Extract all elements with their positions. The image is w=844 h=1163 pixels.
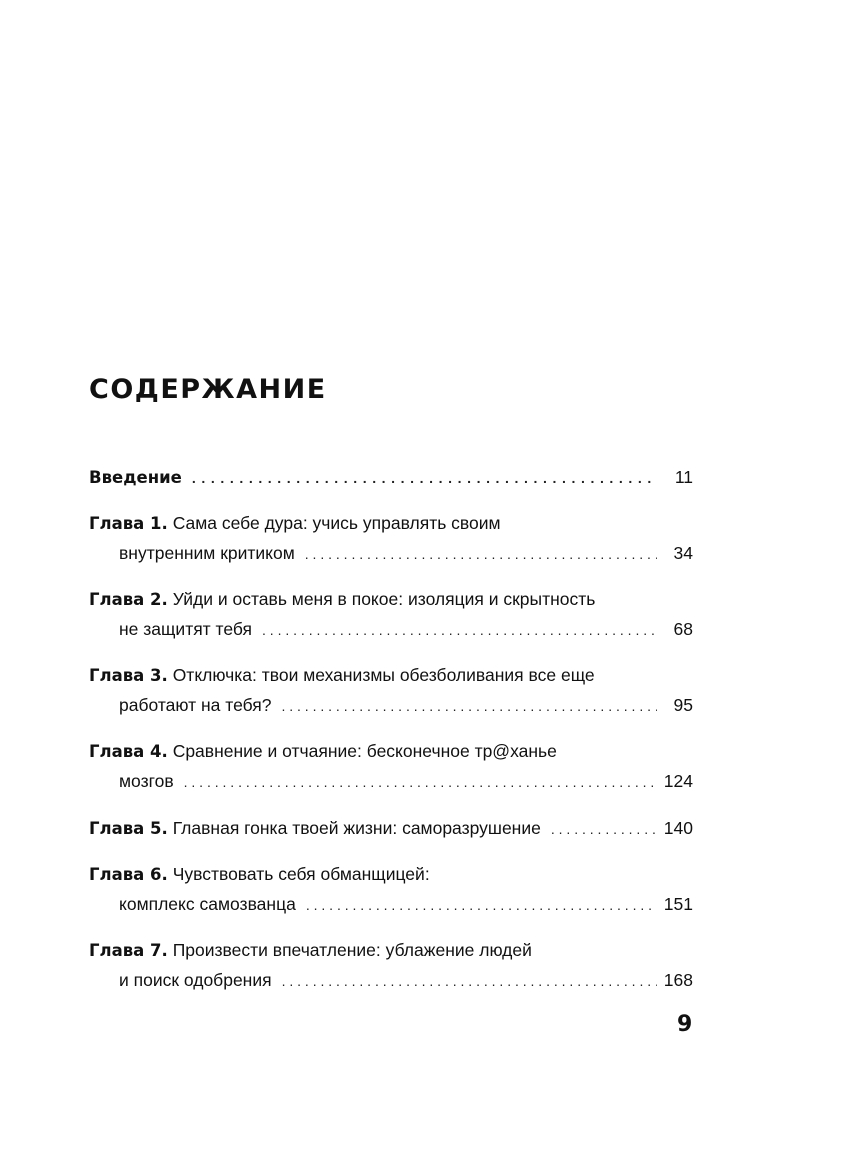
chapter-title-line1: Отключка: твои механизмы обезболивания все еще	[172, 665, 595, 685]
page-number: 151	[663, 894, 693, 914]
folio-page-number: 9	[677, 1012, 693, 1037]
chapter-title-line2: не защитят тебя	[119, 619, 253, 639]
dot-leader	[305, 539, 657, 569]
chapter-label: Глава 6.	[89, 865, 168, 884]
page-number: 68	[673, 619, 693, 639]
toc-entry-chapter-5[interactable]	[89, 813, 693, 843]
dot-leader	[262, 615, 657, 645]
chapter-title-line1: Произвести впечатление: ублажение людей	[172, 940, 532, 960]
chapter-title-line1: Главная гонка твоей жизни: саморазрушение	[172, 818, 541, 838]
dot-leader	[551, 814, 657, 844]
intro-label: Введение	[89, 468, 182, 487]
chapter-title-line2: внутренним критиком	[119, 543, 295, 563]
dot-leader	[184, 767, 657, 797]
toc-title: СОДЕРЖАНИЕ	[89, 374, 327, 405]
chapter-title-line1: Сама себе дура: учись управлять своим	[172, 513, 501, 533]
chapter-label: Глава 2.	[89, 590, 168, 609]
toc-entry-chapter-1[interactable]	[89, 508, 693, 568]
toc-entry-chapter-7[interactable]	[89, 935, 693, 995]
chapter-label: Глава 1.	[89, 514, 168, 533]
chapter-title-line1: Уйди и оставь меня в покое: изоляция и скрытность	[172, 589, 596, 609]
page-number: 34	[673, 543, 693, 563]
chapter-title-line2: мозгов	[119, 771, 174, 791]
toc-entry-chapter-3[interactable]	[89, 660, 693, 720]
toc-entry-chapter-2[interactable]	[89, 584, 693, 644]
chapter-label: Глава 5.	[89, 819, 168, 838]
chapter-label: Глава 4.	[89, 742, 168, 761]
chapter-label: Глава 3.	[89, 666, 168, 685]
toc-entry-intro[interactable]	[89, 462, 693, 492]
chapter-title-line1: Чувствовать себя обманщицей:	[172, 864, 430, 884]
toc-entry-chapter-4[interactable]	[89, 736, 693, 796]
page-number: 140	[663, 818, 693, 838]
page-number: 124	[663, 771, 693, 791]
dot-leader	[306, 890, 657, 920]
chapter-title-line2: комплекс самозванца	[119, 894, 296, 914]
page-number: 95	[673, 695, 693, 715]
dot-leader	[281, 691, 657, 721]
chapter-title-line1: Сравнение и отчаяние: бесконечное тр@ханье	[172, 741, 557, 761]
dot-leader	[192, 463, 657, 493]
chapter-title-line2: и поиск одобрения	[119, 970, 272, 990]
toc-entry-chapter-6[interactable]	[89, 859, 693, 919]
page-number: 11	[674, 467, 693, 487]
dot-leader	[282, 966, 657, 996]
page-number: 168	[663, 970, 693, 990]
chapter-title-line2: работают на тебя?	[119, 695, 272, 715]
chapter-label: Глава 7.	[89, 941, 168, 960]
